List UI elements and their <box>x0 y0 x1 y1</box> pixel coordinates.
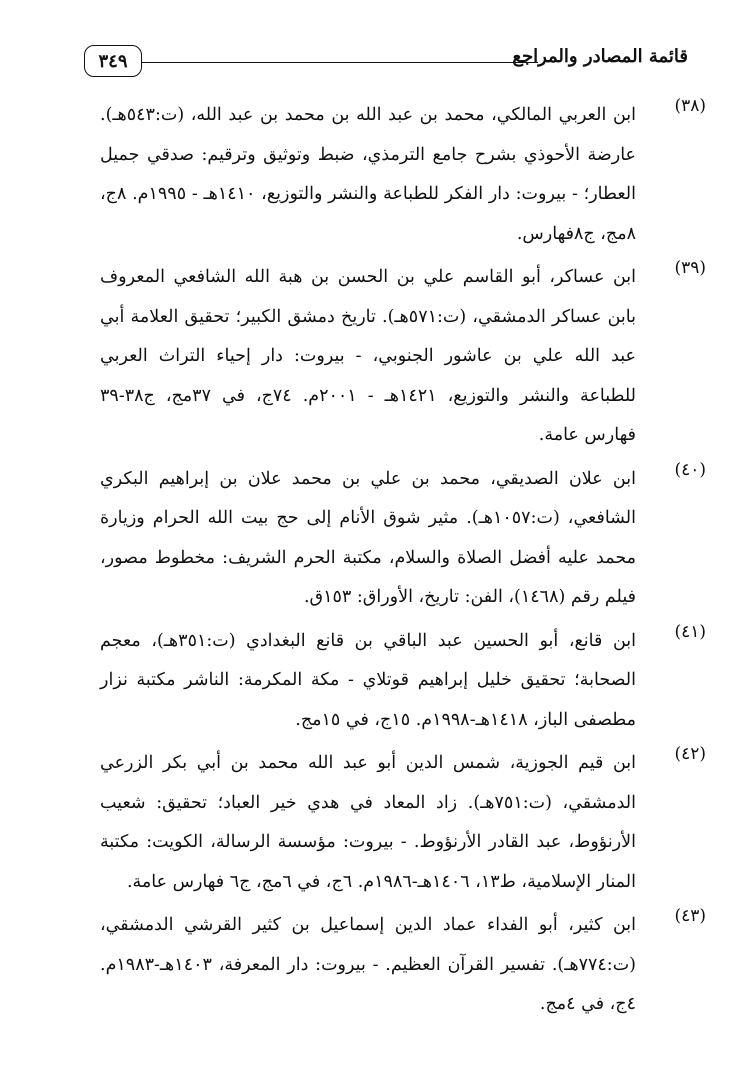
entry-number: (٤٣) <box>674 906 706 926</box>
entry-text: ابن قيم الجوزية، شمس الدين أبو عبد الله محمد بن أبي بكر الزرعي الدمشقي، (ت:٧٥١هـ). زاد المعاد في هدي خير العباد؛ تحقيق: شعيب الأرنؤوط، عبد القادر الأرنؤوط. - بيروت: مؤسسة الرسالة، الكويت: مكتبة المنار الإسلامية، ط١٣، ١٤٠٦هـ-١٩٨٦م. ٦ج، في ٦مج، ج٦ فهارس عامة. <box>100 753 636 892</box>
entry-text: ابن كثير، أبو الفداء عماد الدين إسماعيل بن كثير القرشي الدمشقي، (ت:٧٧٤هـ). تفسير القرآن العظيم. - بيروت: دار المعرفة، ١٤٠٣هـ-١٩٨٣م. ٤ج، في ٤مج. <box>100 915 636 1014</box>
bibliography-entry <box>100 622 706 741</box>
entry-number: (٤١) <box>674 621 706 642</box>
header-rule <box>142 62 538 63</box>
bibliography-entry <box>100 258 706 456</box>
entry-number: (٣٩) <box>674 258 706 278</box>
bibliography-entry <box>100 96 706 254</box>
bibliography-list <box>100 96 706 1029</box>
bibliography-entry <box>100 460 706 618</box>
entry-text: ابن قانع، أبو الحسين عبد الباقي بن قانع البغدادي (ت:٣٥١هـ)، معجم الصحابة؛ تحقيق خليل إبراهيم قوتلاي - مكة المكرمة: الناشر مكتبة نزار مطصفى الباز، ١٤١٨هـ-١٩٩٨م. ١٥ج، في ١٥مج. <box>100 630 636 730</box>
bibliography-entry <box>100 744 706 902</box>
entry-text: ابن عساكر، أبو القاسم علي بن الحسن بن هبة الله الشافعي المعروف بابن عساكر الدمشقي، (ت:٥٧١هـ). تاريخ دمشق الكبير؛ تحقيق العلامة أبي عبد الله علي بن عاشور الجنوبي، - بيروت: دار إحياء التراث العربي للطباعة والنشر والتوزيع، ١٤٢١هـ - ٢٠٠١م. ٧٤ج، في ٣٧مج، ج٣٨-٣٩ فهارس عامة. <box>100 267 636 445</box>
page-header <box>84 42 688 82</box>
entry-number: (٤٠) <box>674 459 706 480</box>
entry-number: (٤٢) <box>674 744 706 764</box>
entry-number: (٣٨) <box>674 96 706 116</box>
entry-text: ابن علان الصديقي، محمد بن علي بن محمد علان بن إبراهيم البكري الشافعي، (ت:١٠٥٧هـ). مثير شوق الأنام إلى حج بيت الله الحرام وزيارة محمد عليه أفضل الصلاة والسلام، مكتبة الحرم الشريف: مخطوط مصور، فيلم رقم (١٤٦٨)، الفن: تاريخ، الأوراق: ١٥٣ق. <box>100 468 636 607</box>
bibliography-entry <box>100 906 706 1025</box>
entry-text: ابن العربي المالكي، محمد بن عبد الله بن محمد بن عبد الله، (ت:٥٤٣هـ). عارضة الأحوذي بشرح جامع الترمذي، ضبط وتوثيق وترقيم: صدقي جميل العطار؛ - بيروت: دار الفكر للطباعة والنشر والتوزيع، ١٤١٠هـ - ١٩٩٥م. ٨ج، ٨مج، ج٨فهارس. <box>100 105 636 244</box>
page-number: ٣٤٩ <box>84 45 142 77</box>
header-title: قائمة المصادر والمراجع <box>512 46 688 67</box>
